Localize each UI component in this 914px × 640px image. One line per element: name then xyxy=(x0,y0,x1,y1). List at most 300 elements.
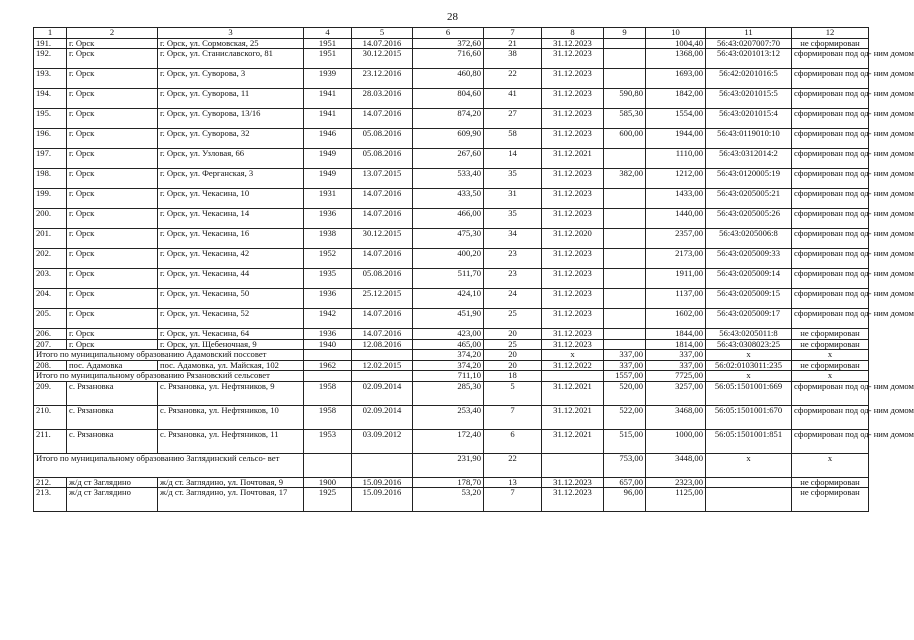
resettlement-date: 31.12.2023 xyxy=(542,339,604,350)
land-area: 590,80 xyxy=(604,89,646,109)
address: пос. Адамовка, ул. Майская, 102 xyxy=(158,360,304,371)
settlement: г. Орск xyxy=(67,49,158,69)
residents: 23 xyxy=(484,249,542,269)
residents: 20 xyxy=(484,360,542,371)
column-header: 8 xyxy=(542,28,604,39)
survey-date: 14.07.2016 xyxy=(352,309,413,329)
cost: 2173,00 xyxy=(646,249,706,269)
land-status: не сформирован xyxy=(792,339,869,350)
table-row xyxy=(34,289,869,309)
build-year: 1941 xyxy=(304,109,352,129)
land-area: 515,00 xyxy=(604,429,646,453)
land-area xyxy=(604,229,646,249)
cost: 337,00 xyxy=(646,360,706,371)
table-row xyxy=(34,229,869,249)
land-area xyxy=(604,189,646,209)
subtotal-label: Итого по муниципальному образованию Рязановский сельсовет xyxy=(34,371,304,382)
land-status: сформирован под од- ним домом xyxy=(792,109,869,129)
land-status: не сформирован xyxy=(792,477,869,488)
cost: 1137,00 xyxy=(646,289,706,309)
column-header: 11 xyxy=(706,28,792,39)
land-status: не сформирован xyxy=(792,329,869,340)
subtotal-label: Итого по муниципальному образованию Адамовский поссовет xyxy=(34,350,304,361)
subtotal-cell: 1557,00 xyxy=(604,371,646,382)
resettlement-date: 31.12.2023 xyxy=(542,109,604,129)
resettlement-date: 31.12.2023 xyxy=(542,129,604,149)
area: 424,10 xyxy=(413,289,484,309)
survey-date: 12.02.2015 xyxy=(352,360,413,371)
land-area xyxy=(604,149,646,169)
build-year: 1936 xyxy=(304,289,352,309)
row-number: 195. xyxy=(34,109,67,129)
settlement: с. Рязановка xyxy=(67,381,158,405)
cost: 1814,00 xyxy=(646,339,706,350)
subtotal-cell: x xyxy=(706,453,792,477)
resettlement-date: 31.12.2023 xyxy=(542,69,604,89)
subtotal-cell: 374,20 xyxy=(413,350,484,361)
table-row xyxy=(34,189,869,209)
resettlement-date: 31.12.2023 xyxy=(542,329,604,340)
address: г. Орск, ул. Суворова, 32 xyxy=(158,129,304,149)
table-row xyxy=(34,405,869,429)
table-row xyxy=(34,309,869,329)
subtotal-cell xyxy=(304,453,352,477)
resettlement-date: 31.12.2023 xyxy=(542,477,604,488)
cadastral-number: 56:43:0205009:33 xyxy=(706,249,792,269)
land-status: сформирован под од- ним домом xyxy=(792,89,869,109)
resettlement-date: 31.12.2023 xyxy=(542,209,604,229)
resettlement-date: 31.12.2022 xyxy=(542,360,604,371)
subtotal-cell xyxy=(542,371,604,382)
cost: 1368,00 xyxy=(646,49,706,69)
settlement: г. Орск xyxy=(67,229,158,249)
settlement: г. Орск xyxy=(67,289,158,309)
address: г. Орск, ул. Чекасина, 44 xyxy=(158,269,304,289)
subtotal-cell: 231,90 xyxy=(413,453,484,477)
resettlement-date: 31.12.2023 xyxy=(542,38,604,49)
residents: 35 xyxy=(484,209,542,229)
row-number: 197. xyxy=(34,149,67,169)
address: г. Орск, ул. Сормовская, 25 xyxy=(158,38,304,49)
build-year: 1952 xyxy=(304,249,352,269)
area: 285,30 xyxy=(413,381,484,405)
table-row xyxy=(34,49,869,69)
cost: 1602,00 xyxy=(646,309,706,329)
residents: 5 xyxy=(484,381,542,405)
subtotal-cell: x xyxy=(792,453,869,477)
address: г. Орск, ул. Чекасина, 14 xyxy=(158,209,304,229)
area: 53,20 xyxy=(413,488,484,512)
table-row xyxy=(34,381,869,405)
cadastral-number: 56:43:0205006:8 xyxy=(706,229,792,249)
resettlement-date: 31.12.2023 xyxy=(542,249,604,269)
row-number: 212. xyxy=(34,477,67,488)
survey-date: 02.09.2014 xyxy=(352,381,413,405)
area: 372,60 xyxy=(413,38,484,49)
residents: 24 xyxy=(484,289,542,309)
resettlement-date: 31.12.2023 xyxy=(542,169,604,189)
survey-date: 15.09.2016 xyxy=(352,488,413,512)
cadastral-number: 56:43:0205009:15 xyxy=(706,289,792,309)
area: 466,00 xyxy=(413,209,484,229)
resettlement-date: 31.12.2021 xyxy=(542,149,604,169)
row-number: 198. xyxy=(34,169,67,189)
survey-date: 14.07.2016 xyxy=(352,189,413,209)
subtotal-cell: 337,00 xyxy=(646,350,706,361)
subtotal-cell: x xyxy=(792,371,869,382)
subtotal-row xyxy=(34,350,869,361)
cadastral-number: 56:43:0201015:5 xyxy=(706,89,792,109)
residents: 41 xyxy=(484,89,542,109)
address: с. Рязановка, ул. Нефтяников, 11 xyxy=(158,429,304,453)
build-year: 1942 xyxy=(304,309,352,329)
survey-date: 14.07.2016 xyxy=(352,329,413,340)
address: г. Орск, ул. Ферганская, 3 xyxy=(158,169,304,189)
cost: 1944,00 xyxy=(646,129,706,149)
table-row xyxy=(34,38,869,49)
residents: 13 xyxy=(484,477,542,488)
land-status: сформирован под од- ним домом xyxy=(792,269,869,289)
subtotal-cell: 22 xyxy=(484,453,542,477)
survey-date: 13.07.2015 xyxy=(352,169,413,189)
row-number: 203. xyxy=(34,269,67,289)
area: 253,40 xyxy=(413,405,484,429)
land-status: сформирован под од- ним домом xyxy=(792,381,869,405)
cadastral-number: 56:43:0207007:70 xyxy=(706,38,792,49)
build-year: 1935 xyxy=(304,269,352,289)
land-status: сформирован под од- ним домом xyxy=(792,149,869,169)
address: г. Орск, ул. Щебеночная, 9 xyxy=(158,339,304,350)
row-number: 210. xyxy=(34,405,67,429)
address: с. Рязановка, ул. Нефтяников, 10 xyxy=(158,405,304,429)
residents: 31 xyxy=(484,189,542,209)
resettlement-date: 31.12.2021 xyxy=(542,381,604,405)
area: 178,70 xyxy=(413,477,484,488)
settlement: г. Орск xyxy=(67,329,158,340)
land-area xyxy=(604,309,646,329)
area: 400,20 xyxy=(413,249,484,269)
area: 267,60 xyxy=(413,149,484,169)
subtotal-cell: 20 xyxy=(484,350,542,361)
area: 533,40 xyxy=(413,169,484,189)
resettlement-date: 31.12.2021 xyxy=(542,429,604,453)
address: ж/д ст. Заглядино, ул. Почтовая, 17 xyxy=(158,488,304,512)
area: 172,40 xyxy=(413,429,484,453)
residents: 23 xyxy=(484,269,542,289)
subtotal-row xyxy=(34,453,869,477)
land-status: сформирован под од- ним домом xyxy=(792,289,869,309)
row-number: 191. xyxy=(34,38,67,49)
row-number: 193. xyxy=(34,69,67,89)
cadastral-number: 56:43:0201015:4 xyxy=(706,109,792,129)
column-number-row xyxy=(34,28,869,39)
land-status: не сформирован xyxy=(792,488,869,512)
survey-date: 25.12.2015 xyxy=(352,289,413,309)
build-year: 1925 xyxy=(304,488,352,512)
settlement: г. Орск xyxy=(67,249,158,269)
land-status: сформирован под од- ним домом xyxy=(792,189,869,209)
table-body xyxy=(34,37,914,512)
land-status: сформирован под од- ним домом xyxy=(792,309,869,329)
build-year: 1938 xyxy=(304,229,352,249)
row-number: 196. xyxy=(34,129,67,149)
area: 511,70 xyxy=(413,269,484,289)
table-row xyxy=(34,339,869,350)
land-status: сформирован под од- ним домом xyxy=(792,229,869,249)
table-row xyxy=(34,149,869,169)
cost: 1693,00 xyxy=(646,69,706,89)
cost: 3257,00 xyxy=(646,381,706,405)
subtotal-cell xyxy=(304,350,352,361)
cadastral-number: 56:05:1501001:851 xyxy=(706,429,792,453)
settlement: с. Рязановка xyxy=(67,429,158,453)
cost: 1911,00 xyxy=(646,269,706,289)
row-number: 202. xyxy=(34,249,67,269)
table-row xyxy=(34,169,869,189)
table-row xyxy=(34,89,869,109)
land-area: 96,00 xyxy=(604,488,646,512)
residents: 22 xyxy=(484,69,542,89)
build-year: 1946 xyxy=(304,129,352,149)
land-area xyxy=(604,38,646,49)
residents: 7 xyxy=(484,488,542,512)
land-status: сформирован под од- ним домом xyxy=(792,129,869,149)
land-status: сформирован под од- ним домом xyxy=(792,49,869,69)
cadastral-number: 56:43:0205011:8 xyxy=(706,329,792,340)
settlement: г. Орск xyxy=(67,129,158,149)
build-year: 1940 xyxy=(304,339,352,350)
area: 451,90 xyxy=(413,309,484,329)
build-year: 1958 xyxy=(304,381,352,405)
build-year: 1951 xyxy=(304,38,352,49)
settlement: г. Орск xyxy=(67,169,158,189)
cost: 1440,00 xyxy=(646,209,706,229)
cost: 2323,00 xyxy=(646,477,706,488)
residents: 34 xyxy=(484,229,542,249)
row-number: 213. xyxy=(34,488,67,512)
build-year: 1936 xyxy=(304,209,352,229)
land-area xyxy=(604,329,646,340)
subtotal-label: Итого по муниципальному образованию Заглядинский сельсо- вет xyxy=(34,453,304,477)
subtotal-cell xyxy=(542,453,604,477)
land-status: не сформирован xyxy=(792,360,869,371)
cadastral-number: 56:05:1501001:669 xyxy=(706,381,792,405)
land-area: 522,00 xyxy=(604,405,646,429)
settlement: ж/д ст Заглядино xyxy=(67,488,158,512)
survey-date: 05.08.2016 xyxy=(352,129,413,149)
survey-date: 30.12.2015 xyxy=(352,229,413,249)
survey-date: 12.08.2016 xyxy=(352,339,413,350)
land-status: сформирован под од- ним домом xyxy=(792,429,869,453)
area: 374,20 xyxy=(413,360,484,371)
cadastral-number: 56:43:0205005:26 xyxy=(706,209,792,229)
settlement: г. Орск xyxy=(67,309,158,329)
land-area xyxy=(604,249,646,269)
column-header: 2 xyxy=(67,28,158,39)
settlement: г. Орск xyxy=(67,109,158,129)
subtotal-cell: 711,10 xyxy=(413,371,484,382)
land-area: 657,00 xyxy=(604,477,646,488)
area: 423,00 xyxy=(413,329,484,340)
address: с. Рязановка, ул. Нефтяников, 9 xyxy=(158,381,304,405)
address: г. Орск, ул. Чекасина, 10 xyxy=(158,189,304,209)
survey-date: 05.08.2016 xyxy=(352,269,413,289)
subtotal-cell: x xyxy=(792,350,869,361)
settlement: с. Рязановка xyxy=(67,405,158,429)
land-status: сформирован под од- ним домом xyxy=(792,405,869,429)
row-number: 208. xyxy=(34,360,67,371)
build-year: 1931 xyxy=(304,189,352,209)
area: 460,80 xyxy=(413,69,484,89)
settlement: ж/д ст Заглядино xyxy=(67,477,158,488)
survey-date: 15.09.2016 xyxy=(352,477,413,488)
address: г. Орск, ул. Узловая, 66 xyxy=(158,149,304,169)
table-row xyxy=(34,69,869,89)
table-row xyxy=(34,329,869,340)
residents: 7 xyxy=(484,405,542,429)
row-number: 204. xyxy=(34,289,67,309)
table-row xyxy=(34,477,869,488)
row-number: 206. xyxy=(34,329,67,340)
build-year: 1941 xyxy=(304,89,352,109)
residents: 6 xyxy=(484,429,542,453)
settlement: г. Орск xyxy=(67,339,158,350)
row-number: 192. xyxy=(34,49,67,69)
resettlement-date: 31.12.2023 xyxy=(542,488,604,512)
cadastral-number: 56:43:0205009:14 xyxy=(706,269,792,289)
row-number: 207. xyxy=(34,339,67,350)
residents: 14 xyxy=(484,149,542,169)
cadastral-number: 56:43:0119010:10 xyxy=(706,129,792,149)
row-number: 194. xyxy=(34,89,67,109)
build-year: 1958 xyxy=(304,405,352,429)
address: г. Орск, ул. Суворова, 11 xyxy=(158,89,304,109)
address: ж/д ст. Заглядино, ул. Почтовая, 9 xyxy=(158,477,304,488)
residents: 38 xyxy=(484,49,542,69)
area: 874,20 xyxy=(413,109,484,129)
column-header: 1 xyxy=(34,28,67,39)
address: г. Орск, ул. Чекасина, 50 xyxy=(158,289,304,309)
land-area: 585,30 xyxy=(604,109,646,129)
row-number: 199. xyxy=(34,189,67,209)
table-row xyxy=(34,249,869,269)
land-area xyxy=(604,269,646,289)
row-number: 205. xyxy=(34,309,67,329)
subtotal-cell: x xyxy=(706,371,792,382)
column-header: 7 xyxy=(484,28,542,39)
cost: 1004,40 xyxy=(646,38,706,49)
row-number: 200. xyxy=(34,209,67,229)
survey-date: 03.09.2012 xyxy=(352,429,413,453)
cadastral-number: 56:02:0103011:235 xyxy=(706,360,792,371)
table-row xyxy=(34,209,869,229)
cadastral-number: 56:42:0201016:5 xyxy=(706,69,792,89)
survey-date: 14.07.2016 xyxy=(352,249,413,269)
address: г. Орск, ул. Суворова, 13/16 xyxy=(158,109,304,129)
residents: 25 xyxy=(484,339,542,350)
table-row xyxy=(34,269,869,289)
cadastral-number xyxy=(706,488,792,512)
land-area xyxy=(604,69,646,89)
subtotal-cell: 753,00 xyxy=(604,453,646,477)
land-area xyxy=(604,209,646,229)
cost: 1433,00 xyxy=(646,189,706,209)
address: г. Орск, ул. Чекасина, 42 xyxy=(158,249,304,269)
cadastral-number: 56:43:0120005:19 xyxy=(706,169,792,189)
cost: 1554,00 xyxy=(646,109,706,129)
column-header: 5 xyxy=(352,28,413,39)
land-status: сформирован под од- ним домом xyxy=(792,69,869,89)
cost: 1212,00 xyxy=(646,169,706,189)
cost: 2357,00 xyxy=(646,229,706,249)
area: 465,00 xyxy=(413,339,484,350)
subtotal-cell: 3448,00 xyxy=(646,453,706,477)
subtotal-cell: 18 xyxy=(484,371,542,382)
table-row xyxy=(34,429,869,453)
build-year: 1949 xyxy=(304,149,352,169)
cost: 1000,00 xyxy=(646,429,706,453)
survey-date: 14.07.2016 xyxy=(352,209,413,229)
resettlement-date: 31.12.2023 xyxy=(542,189,604,209)
residents: 35 xyxy=(484,169,542,189)
cost: 1844,00 xyxy=(646,329,706,340)
column-header: 12 xyxy=(792,28,869,39)
settlement: г. Орск xyxy=(67,38,158,49)
row-number: 209. xyxy=(34,381,67,405)
survey-date: 14.07.2016 xyxy=(352,38,413,49)
address: г. Орск, ул. Чекасина, 52 xyxy=(158,309,304,329)
land-area xyxy=(604,289,646,309)
land-area: 600,00 xyxy=(604,129,646,149)
area: 433,50 xyxy=(413,189,484,209)
column-header: 3 xyxy=(158,28,304,39)
build-year: 1951 xyxy=(304,49,352,69)
build-year: 1962 xyxy=(304,360,352,371)
column-header: 6 xyxy=(413,28,484,39)
table-row xyxy=(34,488,869,512)
resettlement-date: 31.12.2023 xyxy=(542,289,604,309)
residents: 20 xyxy=(484,329,542,340)
survey-date: 30.12.2015 xyxy=(352,49,413,69)
cost: 3468,00 xyxy=(646,405,706,429)
subtotal-cell: x xyxy=(542,350,604,361)
cadastral-number: 56:43:0312014:2 xyxy=(706,149,792,169)
area: 716,60 xyxy=(413,49,484,69)
land-area: 382,00 xyxy=(604,169,646,189)
cadastral-number: 56:43:0308023:25 xyxy=(706,339,792,350)
land-status: сформирован под од- ним домом xyxy=(792,169,869,189)
cost: 1110,00 xyxy=(646,149,706,169)
housing-register-table xyxy=(33,27,914,512)
cadastral-number xyxy=(706,477,792,488)
cost: 1125,00 xyxy=(646,488,706,512)
resettlement-date: 31.12.2021 xyxy=(542,405,604,429)
land-area: 520,00 xyxy=(604,381,646,405)
subtotal-cell xyxy=(304,371,352,382)
build-year: 1949 xyxy=(304,169,352,189)
column-header: 9 xyxy=(604,28,646,39)
land-area xyxy=(604,49,646,69)
build-year: 1900 xyxy=(304,477,352,488)
survey-date: 23.12.2016 xyxy=(352,69,413,89)
resettlement-date: 31.12.2023 xyxy=(542,89,604,109)
settlement: г. Орск xyxy=(67,209,158,229)
resettlement-date: 31.12.2023 xyxy=(542,309,604,329)
survey-date: 05.08.2016 xyxy=(352,149,413,169)
cadastral-number: 56:43:0205009:17 xyxy=(706,309,792,329)
table-row xyxy=(34,109,869,129)
subtotal-cell: x xyxy=(706,350,792,361)
